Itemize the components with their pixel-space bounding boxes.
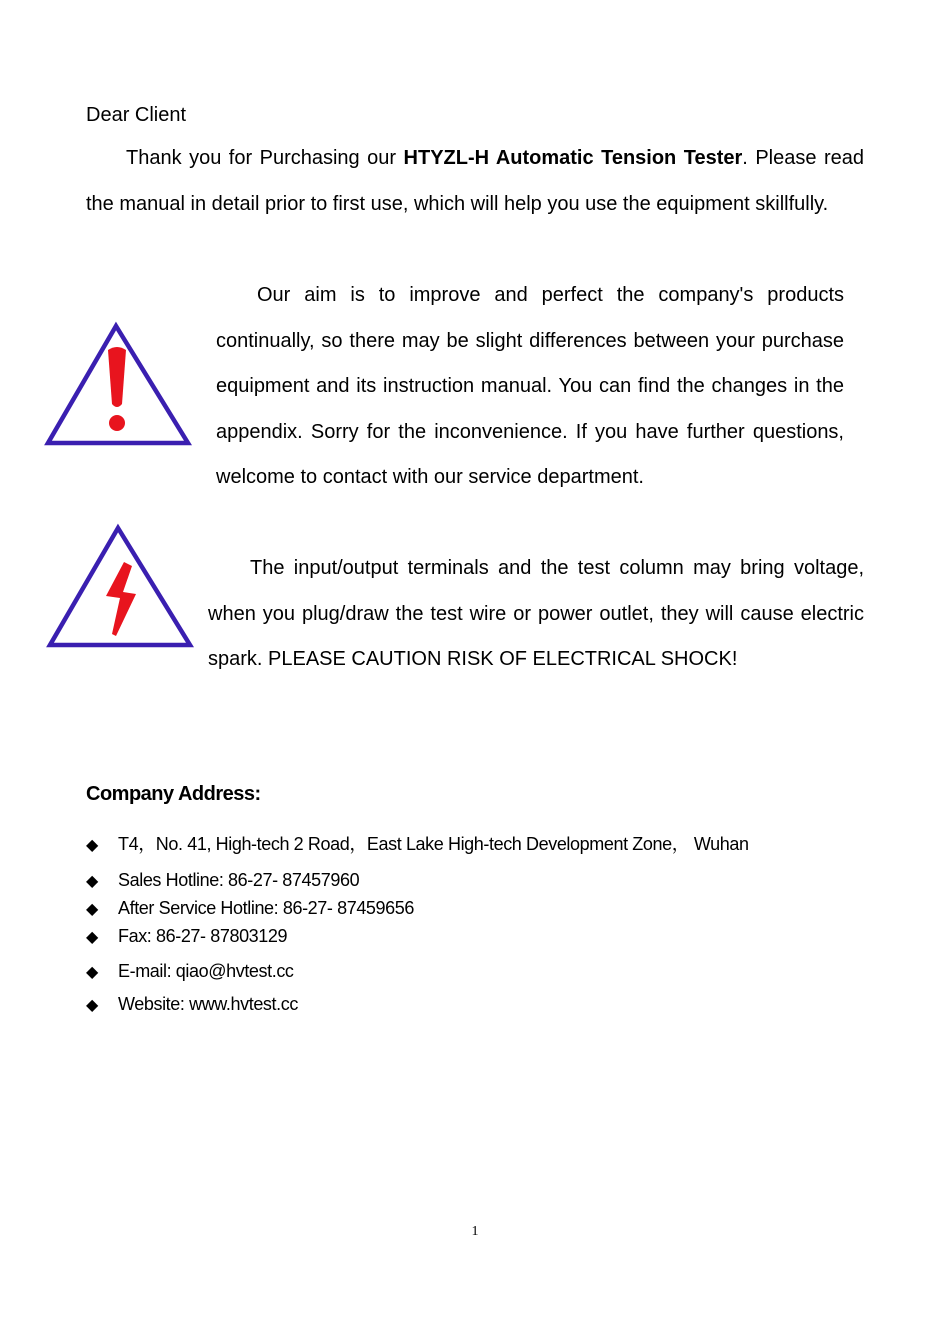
contact-address: [86, 830, 749, 856]
aim-paragraph: [216, 273, 844, 501]
electric-shock-warning-icon: [46, 522, 194, 650]
contact-text: T4，No. 41, High-tech 2 Road，East Lake High-tech Development Zone， Wuhan: [118, 834, 749, 854]
diamond-bullet-icon: ◆: [86, 997, 98, 1014]
shock-text: The input/output terminals and the test column may bring voltage, when you plug/draw the test wire or power outlet, they will cause electric spark. PLEASE CAUTION RISK OF ELECTRICAL SHOCK!: [208, 557, 864, 671]
contact-text: Website: www.hvtest.cc: [118, 994, 298, 1014]
intro-rest: . Please read the manual in detail prior to first use, which will help you use the equipment skillfully.: [86, 147, 864, 215]
product-name: HTYZL-H Automatic Tension Tester: [403, 147, 743, 169]
contact-fax: [86, 926, 287, 947]
diamond-bullet-icon: ◆: [86, 901, 98, 918]
aim-text: Our aim is to improve and perfect the company's products continually, so there may be slight differences between your purchase equipment and its instruction manual. You can find the changes in the appendix. Sorry for the inconvenience. If you have further questions, welcome to contact with our service department.: [216, 284, 844, 489]
shock-paragraph: [208, 546, 864, 683]
company-address-title: Company Address:: [86, 783, 261, 805]
contact-website: [86, 994, 298, 1015]
diamond-bullet-icon: ◆: [86, 929, 98, 946]
exclamation-warning-icon: [44, 320, 192, 448]
contact-sales-hotline: [86, 870, 359, 891]
diamond-bullet-icon: ◆: [86, 837, 98, 854]
contact-service-hotline: [86, 898, 414, 919]
intro-lead: Thank you for Purchasing our: [126, 147, 404, 169]
contact-text: Fax: 86-27- 87803129: [118, 926, 288, 946]
contact-email: [86, 961, 294, 982]
greeting: Dear Client: [86, 104, 187, 126]
contact-text: Sales Hotline: 86-27- 87457960: [118, 870, 360, 890]
diamond-bullet-icon: ◆: [86, 964, 98, 981]
contact-text: E-mail: qiao@hvtest.cc: [118, 961, 294, 981]
page-number: 1: [471, 1224, 479, 1239]
intro-paragraph: [86, 136, 864, 227]
diamond-bullet-icon: ◆: [86, 873, 98, 890]
contact-text: After Service Hotline: 86-27- 87459656: [118, 898, 414, 918]
